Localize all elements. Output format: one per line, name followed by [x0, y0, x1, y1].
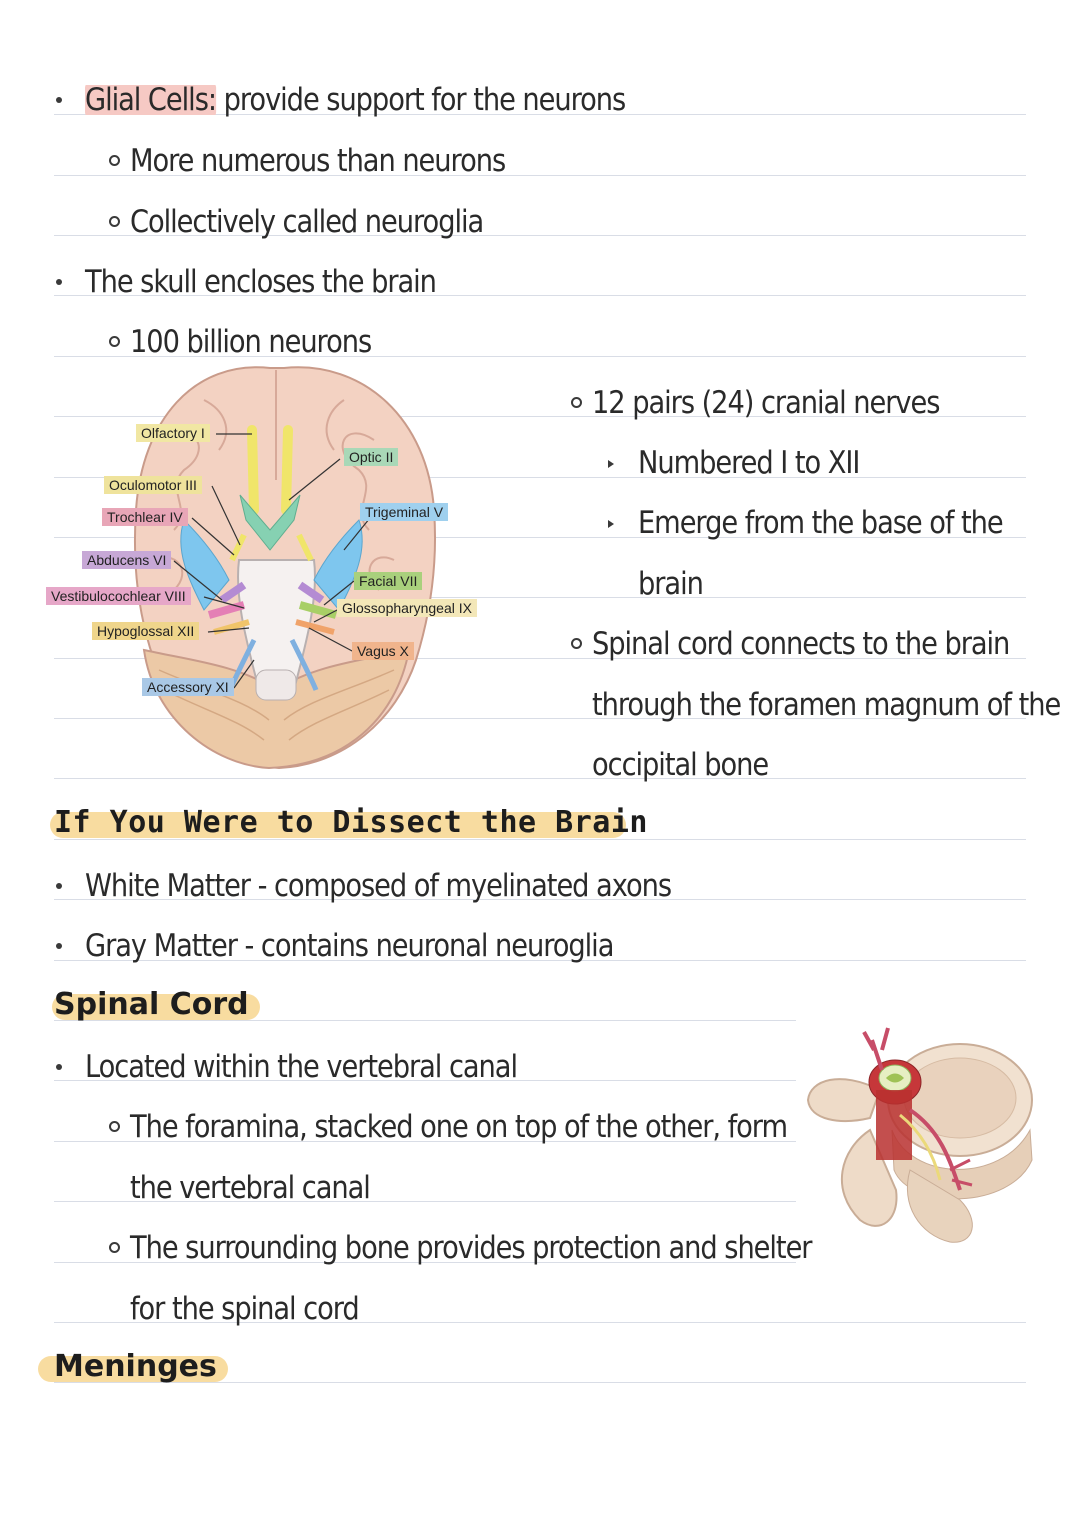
meninges-heading: Meninges [54, 1349, 217, 1384]
label-vagus: Vagus X [352, 642, 414, 660]
circle-bullet [109, 1242, 120, 1253]
spinal-foramina-b: the vertebral canal [130, 1170, 370, 1206]
white-matter-line: White Matter - composed of myelinated axons [85, 868, 671, 904]
triangle-bullet [608, 460, 614, 468]
label-abducens: Abducens VI [82, 551, 171, 569]
skull-sub1: 100 billion neurons [130, 324, 372, 360]
label-glossopharyngeal: Glossopharyngeal IX [337, 599, 477, 617]
spinal-located: Located within the vertebral canal [85, 1049, 517, 1085]
gray-matter-line: Gray Matter - contains neuronal neuroglia [85, 928, 614, 964]
label-olfactory: Olfactory I [136, 424, 210, 442]
spinal-heading: Spinal Cord [54, 987, 249, 1022]
cranial-line: 12 pairs (24) cranial nerves [592, 385, 940, 421]
spinal-bone-b: for the spinal cord [130, 1291, 359, 1327]
bullet [56, 883, 62, 889]
dissect-heading: If You Were to Dissect the Brain [54, 805, 648, 840]
glial-sub1: More numerous than neurons [130, 143, 506, 179]
cranial-sub1: Numbered I to XII [638, 445, 860, 481]
glial-line [85, 80, 625, 120]
cranial-sub2-b: brain [638, 566, 703, 602]
spinal-connect-a: Spinal cord connects to the brain [592, 626, 1010, 662]
circle-bullet [571, 397, 582, 408]
bullet [56, 279, 62, 285]
label-trochlear: Trochlear IV [102, 508, 188, 526]
label-hypoglossal: Hypoglossal XII [92, 622, 199, 640]
bullet [56, 1064, 62, 1070]
glial-term: Glial Cells: [85, 82, 216, 118]
bullet [56, 943, 62, 949]
circle-bullet [109, 155, 120, 166]
label-accessory: Accessory XI [142, 678, 234, 696]
circle-bullet [571, 638, 582, 649]
brain-cranial-nerves-figure [44, 360, 504, 772]
circle-bullet [109, 216, 120, 227]
cranial-sub2-a: Emerge from the base of the [638, 505, 1003, 541]
spinal-bone-a: The surrounding bone provides protection and shelter [130, 1230, 812, 1266]
bullet [56, 97, 62, 103]
circle-bullet [109, 336, 120, 347]
triangle-bullet [608, 520, 614, 528]
label-trigeminal: Trigeminal V [360, 503, 448, 521]
label-vestibulocochlear: Vestibulocochlear VIII [46, 587, 191, 605]
glial-sub2: Collectively called neuroglia [130, 204, 484, 240]
glial-description: provide support for the neurons [215, 82, 626, 118]
label-optic: Optic II [344, 448, 398, 466]
spinal-foramina-a: The foramina, stacked one on top of the other, form [130, 1109, 788, 1145]
circle-bullet [109, 1121, 120, 1132]
spinal-connect-b: through the foramen magnum of the [592, 687, 1061, 723]
skull-line: The skull encloses the brain [85, 264, 436, 300]
vertebra-illustration [800, 1020, 1040, 1260]
label-facial: Facial VII [354, 572, 422, 590]
label-oculomotor: Oculomotor III [104, 476, 202, 494]
spinal-connect-c: occipital bone [592, 747, 769, 783]
